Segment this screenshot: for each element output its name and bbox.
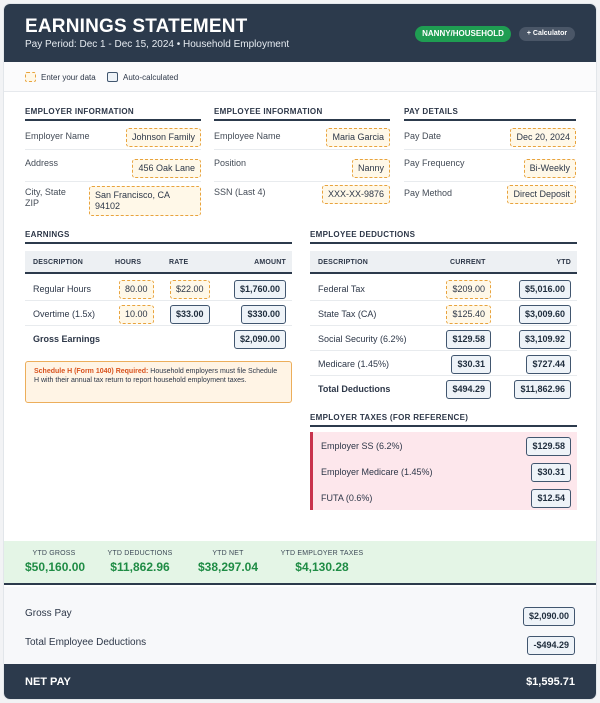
employee-ssn-row	[214, 182, 390, 210]
auto-swatch-icon	[107, 72, 118, 82]
ytd-net-label: YTD NET	[212, 550, 244, 557]
state-tax-ytd-value: $3,009.60	[519, 305, 571, 324]
employer-name-label: Employer Name	[25, 131, 90, 141]
ytd-employer-taxes	[280, 550, 364, 574]
medicare-ytd-value: $727.44	[526, 355, 571, 374]
employee-position-label: Position	[214, 158, 247, 168]
regular-hours-field[interactable]: 80.00	[119, 280, 154, 299]
statement-header	[4, 4, 596, 62]
gross-earnings-label: Gross Earnings	[33, 334, 101, 344]
earnings-heading-rule	[25, 242, 292, 244]
employer-taxes-heading-rule	[310, 425, 577, 427]
futa-label: FUTA (0.6%)	[321, 493, 373, 503]
legend-enter	[25, 72, 96, 82]
earnings-row-gross	[25, 326, 292, 351]
gross-pay-label: Gross Pay	[25, 608, 72, 619]
pay-method-field[interactable]: Direct Deposit	[507, 185, 576, 204]
ytd-deductions-value: $11,862.96	[110, 560, 170, 574]
employer-tax-row-ss	[313, 432, 577, 458]
deduction-row-social-security	[310, 326, 577, 351]
enter-swatch-icon	[25, 72, 36, 82]
schedule-h-notice	[25, 361, 292, 403]
net-pay-bar	[4, 664, 596, 699]
employee-name-label: Employee Name	[214, 131, 281, 141]
state-tax-current-field[interactable]: $125.40	[446, 305, 491, 324]
pay-date-label: Pay Date	[404, 131, 442, 141]
employer-city-label: City, State ZIP	[25, 187, 66, 208]
deductions-col-description: DESCRIPTION	[318, 259, 369, 266]
total-employee-deductions-label: Total Employee Deductions	[25, 637, 147, 648]
medicare-label: Medicare (1.45%)	[318, 359, 390, 369]
deductions-col-current: CURRENT	[450, 259, 486, 266]
earnings-heading: EARNINGS	[25, 230, 70, 239]
deductions-heading: EMPLOYEE DEDUCTIONS	[310, 230, 416, 239]
earnings-regular-desc: Regular Hours	[33, 284, 92, 294]
employer-tax-row-futa	[313, 484, 577, 510]
total-employee-deductions-value: -$494.29	[527, 636, 575, 655]
employer-address-field[interactable]: 456 Oak Lane	[132, 159, 201, 178]
ytd-summary-band	[4, 541, 596, 585]
legend-enter-label: Enter your data	[41, 72, 96, 82]
state-tax-label: State Tax (CA)	[318, 309, 377, 319]
employer-medicare-value: $30.31	[531, 463, 571, 482]
overtime-amount-value: $330.00	[241, 305, 286, 324]
federal-tax-label: Federal Tax	[318, 284, 365, 294]
calculator-button[interactable]: + Calculator	[519, 27, 575, 41]
field-legend	[4, 62, 596, 92]
social-security-current-value: $129.58	[446, 330, 491, 349]
overtime-rate-value: $33.00	[170, 305, 210, 324]
pay-summary	[4, 587, 596, 664]
pay-date-row	[404, 121, 576, 150]
employee-name-row	[214, 121, 390, 150]
employee-position-row	[214, 150, 390, 182]
total-deductions-current-value: $494.29	[446, 380, 491, 399]
earnings-row-regular	[25, 276, 292, 301]
regular-amount-value: $1,760.00	[234, 280, 286, 299]
employee-ssn-label: SSN (Last 4)	[214, 187, 266, 197]
employer-taxes-heading: EMPLOYER TAXES (FOR REFERENCE)	[310, 413, 469, 422]
overtime-hours-field[interactable]: 10.00	[119, 305, 154, 324]
social-security-label: Social Security (6.2%)	[318, 334, 407, 344]
pay-frequency-row	[404, 150, 576, 182]
schedule-h-notice-text: Household employers must file Schedule H with their annual tax return to report household employment taxes.	[34, 368, 278, 384]
ytd-gross-value: $50,160.00	[25, 560, 86, 574]
employer-taxes-box	[310, 432, 577, 510]
earnings-table-header	[25, 251, 292, 274]
employer-city-row	[25, 182, 201, 220]
employer-city-field[interactable]: San Francisco, CA 94102	[89, 186, 201, 216]
earnings-overtime-desc: Overtime (1.5x)	[33, 309, 96, 319]
total-deductions-ytd-value: $11,862.96	[514, 380, 571, 399]
deduction-row-total	[310, 376, 577, 401]
deductions-table-header	[310, 251, 577, 274]
ytd-employer-taxes-label: YTD EMPLOYER TAXES	[280, 550, 364, 557]
deductions-col-ytd: YTD	[556, 259, 571, 266]
pay-period-subtitle: Pay Period: Dec 1 - Dec 15, 2024 • Household Employment	[25, 39, 290, 50]
futa-value: $12.54	[531, 489, 571, 508]
total-deductions-label: Total Deductions	[318, 384, 391, 394]
deductions-heading-rule	[310, 242, 577, 244]
ytd-deductions-label: YTD DEDUCTIONS	[107, 550, 173, 557]
page-title: EARNINGS STATEMENT	[25, 16, 248, 37]
gross-pay-value: $2,090.00	[523, 607, 575, 626]
ytd-net	[196, 550, 260, 574]
federal-tax-current-field[interactable]: $209.00	[446, 280, 491, 299]
ytd-gross	[25, 550, 86, 574]
employee-name-field[interactable]: Maria Garcia	[326, 128, 390, 147]
deduction-row-medicare	[310, 351, 577, 376]
schedule-h-notice-title: Schedule H (Form 1040) Required:	[34, 368, 149, 375]
earnings-row-overtime	[25, 301, 292, 326]
household-badge: NANNY/HOUSEHOLD	[415, 26, 511, 42]
pay-method-label: Pay Method	[404, 188, 453, 198]
employer-address-label: Address	[25, 158, 59, 168]
earnings-col-amount: AMOUNT	[254, 259, 286, 266]
pay-frequency-label: Pay Frequency	[404, 158, 465, 168]
federal-tax-ytd-value: $5,016.00	[519, 280, 571, 299]
earnings-col-hours: HOURS	[115, 259, 142, 266]
net-pay-label: NET PAY	[25, 676, 71, 688]
net-pay-value: $1,595.71	[526, 676, 575, 688]
pay-method-row	[404, 182, 576, 210]
deduction-row-federal	[310, 276, 577, 301]
ytd-gross-label: YTD GROSS	[32, 550, 76, 557]
ytd-deductions	[107, 550, 173, 574]
employer-tax-row-medicare	[313, 458, 577, 484]
regular-rate-field[interactable]: $22.00	[170, 280, 210, 299]
employer-name-field[interactable]: Johnson Family	[126, 128, 201, 147]
earnings-col-description: DESCRIPTION	[33, 259, 84, 266]
medicare-current-value: $30.31	[451, 355, 491, 374]
employer-heading: EMPLOYER INFORMATION	[25, 107, 134, 116]
employee-position-field[interactable]: Nanny	[352, 159, 390, 178]
employer-ss-value: $129.58	[526, 437, 571, 456]
earnings-col-rate: RATE	[169, 259, 189, 266]
deduction-row-state	[310, 301, 577, 326]
employer-address-row	[25, 150, 201, 182]
legend-auto	[107, 72, 178, 82]
employee-ssn-field[interactable]: XXX-XX-9876	[322, 185, 390, 204]
earnings-statement-card	[4, 4, 596, 699]
social-security-ytd-value: $3,109.92	[519, 330, 571, 349]
pay-date-field[interactable]: Dec 20, 2024	[510, 128, 576, 147]
employer-name-row	[25, 121, 201, 150]
ytd-net-value: $38,297.04	[197, 560, 259, 574]
ytd-employer-taxes-value: $4,130.28	[295, 560, 349, 574]
gross-earnings-value: $2,090.00	[234, 330, 286, 349]
pay-details-heading: PAY DETAILS	[404, 107, 459, 116]
employee-heading: EMPLOYEE INFORMATION	[214, 107, 323, 116]
employer-ss-label: Employer SS (6.2%)	[321, 441, 403, 451]
pay-frequency-field[interactable]: Bi-Weekly	[524, 159, 576, 178]
legend-auto-label: Auto-calculated	[123, 72, 179, 82]
employer-medicare-label: Employer Medicare (1.45%)	[321, 467, 433, 477]
